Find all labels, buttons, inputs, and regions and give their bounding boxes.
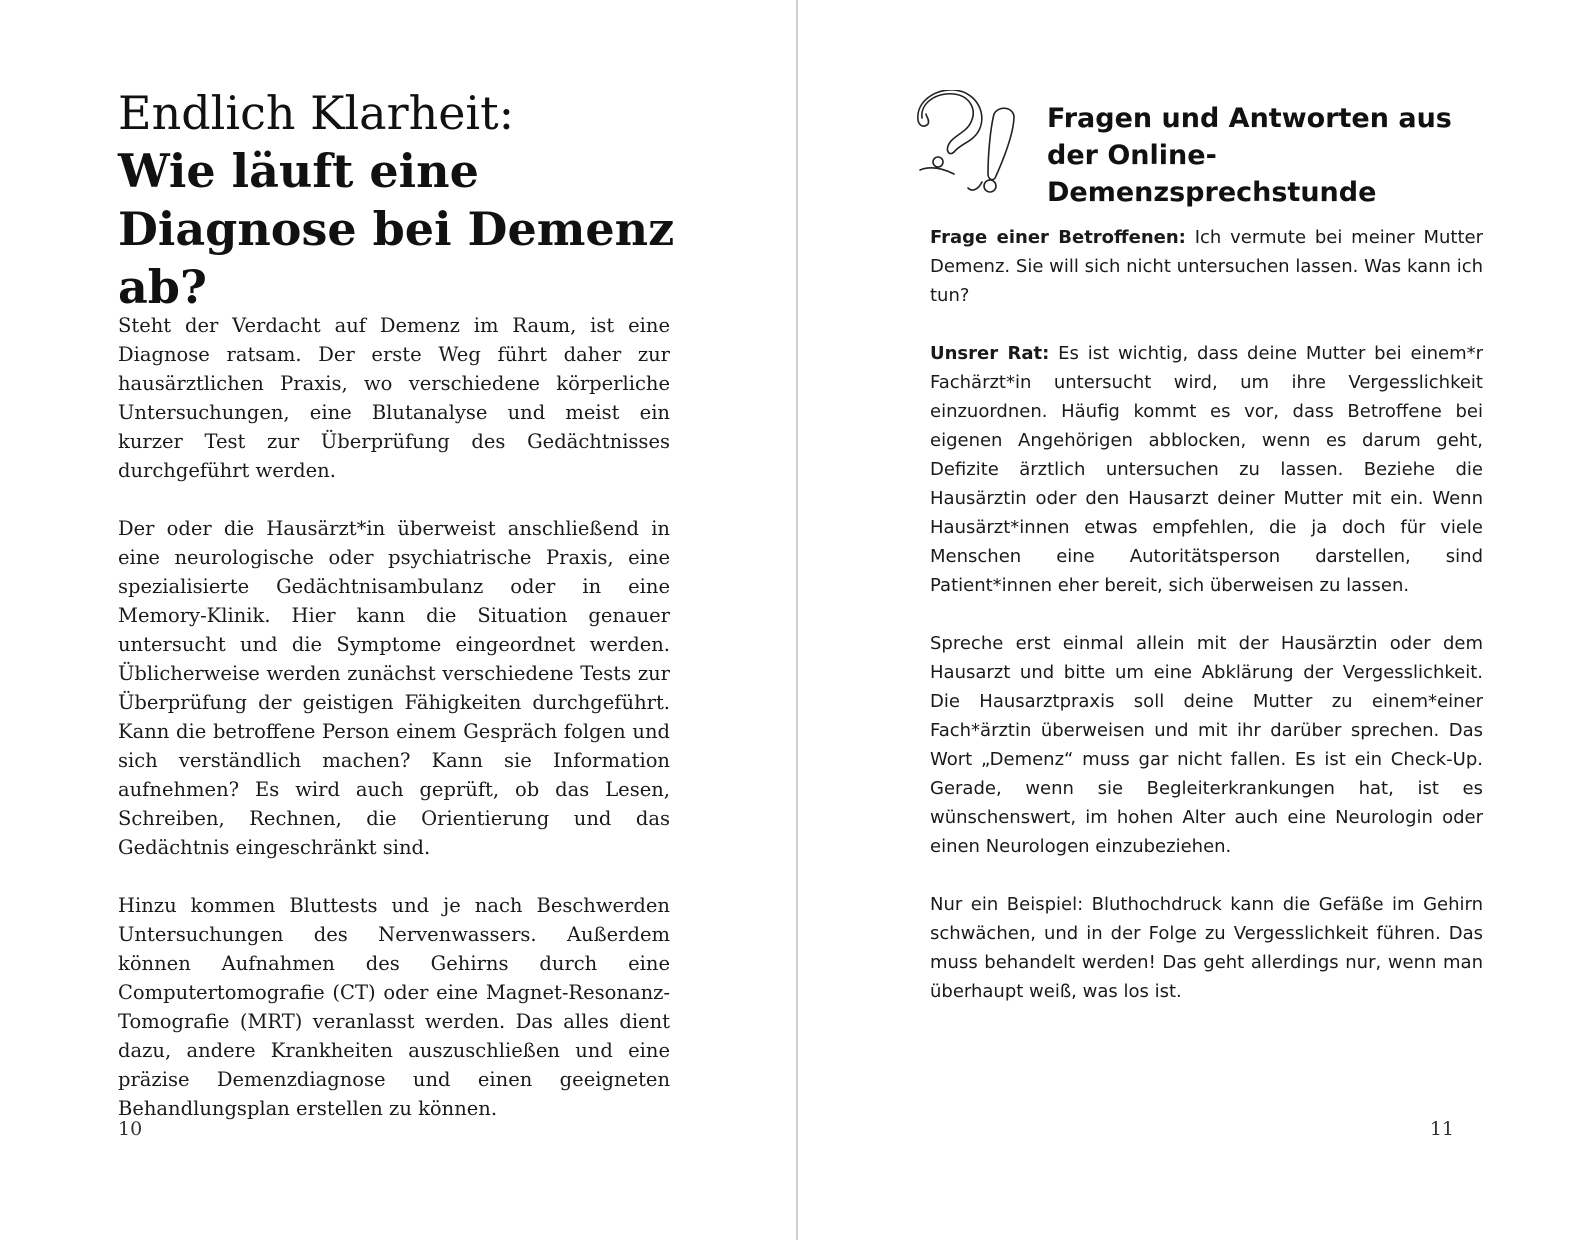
question-label: Frage einer Betroffenen: [930,227,1186,248]
right-page [797,0,1594,1240]
chapter-title [118,84,718,316]
page-number-left: 10 [118,1118,143,1140]
question-exclamation-icon [916,90,1026,200]
answer-paragraph [930,339,1483,600]
section-title: Fragen und Antworten aus der Online-Demenzsprechstunde [1047,103,1452,208]
chapter-title-line-2: Wie läuft eine Diagnose bei Demenz ab? [118,144,675,314]
right-paragraph-3: Nur ein Beispiel: Bluthochdruck kann die Gefäße im Gehirn schwächen, und in der Folge zu Vergesslichkeit führen. Das muss behandelt werden! Das geht allerdings nur, wenn man überhaupt weiß, was los ist. [930,894,1483,1002]
left-paragraph-1: Steht der Verdacht auf Demenz im Raum, ist eine Diagnose ratsam. Der erste Weg führt daher zur hausärztlichen Praxis, wo verschiedene körperliche Untersuchungen, eine Blutanalyse und meist ein kurzer Test zur Überprüfung des Gedächtnisses durchgeführt werden. [118,314,670,482]
answer-label: Unsrer Rat: [930,343,1050,364]
page-number-right: 11 [1429,1118,1454,1140]
right-paragraph-2: Spreche erst einmal allein mit der Hausärztin oder dem Hausarzt und bitte um eine Abklärung der Vergesslichkeit. Die Hausarztpraxis soll deine Mutter zu einem*einer Fach*ärztin überweisen und mit ihr darüber sprechen. Das Wort „Demenz“ muss gar nicht fallen. Es ist ein Check-Up. Gerade, wenn sie Begleiterkrankungen hat, ist es wünschenswert, im hohen Alter auch eine Neurologin oder einen Neurologen einzubeziehen. [930,633,1483,857]
right-body-text [930,223,1483,1035]
question-text: Ich vermute bei meiner Mutter Demenz. Sie will sich nicht untersuchen lassen. Was kann ich tun? [930,227,1483,306]
question-paragraph [930,223,1483,310]
answer-text: Es ist wichtig, dass deine Mutter bei einem*r Fachärzt*in untersucht wird, um ihre Vergesslichkeit einzuordnen. Häufig kommt es vor, dass Betroffene bei eigenen Angehörigen abblocken, wenn es darum geht, Defizite ärztlich untersuchen zu lassen. Beziehe die Hausärztin oder den Hausarzt deiner Mutter mit ein. Wenn Hausärzt*innen etwas empfehlen, die ja doch für viele Menschen eine Autoritätsperson darstellen, sind Patient*innen eher bereit, sich überweisen zu lassen. [930,343,1483,596]
left-paragraph-3: Hinzu kommen Bluttests und je nach Beschwerden Untersuchungen des Nervenwassers. Außerdem können Aufnahmen des Gehirns durch eine Computertomografie (CT) oder eine Magnet-Resonanz-Tomografie (MRT) veranlasst werden. Das alles dient dazu, andere Krankheiten auszuschließen und eine präzise Demenzdiagnose und einen geeigneten Behandlungsplan erstellen zu können. [118,894,670,1120]
chapter-title-line-1: Endlich Klarheit: [118,86,515,140]
left-paragraph-2: Der oder die Hausärzt*in überweist anschließend in eine neurologische oder psychiatrische Praxis, eine spezialisierte Gedächtnisambulanz oder in eine Memory-Klinik. Hier kann die Situation genauer untersucht und die Symptome eingeordnet werden. Üblicherweise werden zunächst verschiedene Tests zur Überprüfung der geistigen Fähigkeiten durchgeführt. Kann die betroffene Person einem Gespräch folgen und sich verständlich machen? Kann sie Information aufnehmen? Es wird auch geprüft, ob das Lesen, Schreiben, Rechnen, die Orientierung und das Gedächtnis eingeschränkt sind. [118,517,670,859]
left-body-text [118,311,670,1152]
